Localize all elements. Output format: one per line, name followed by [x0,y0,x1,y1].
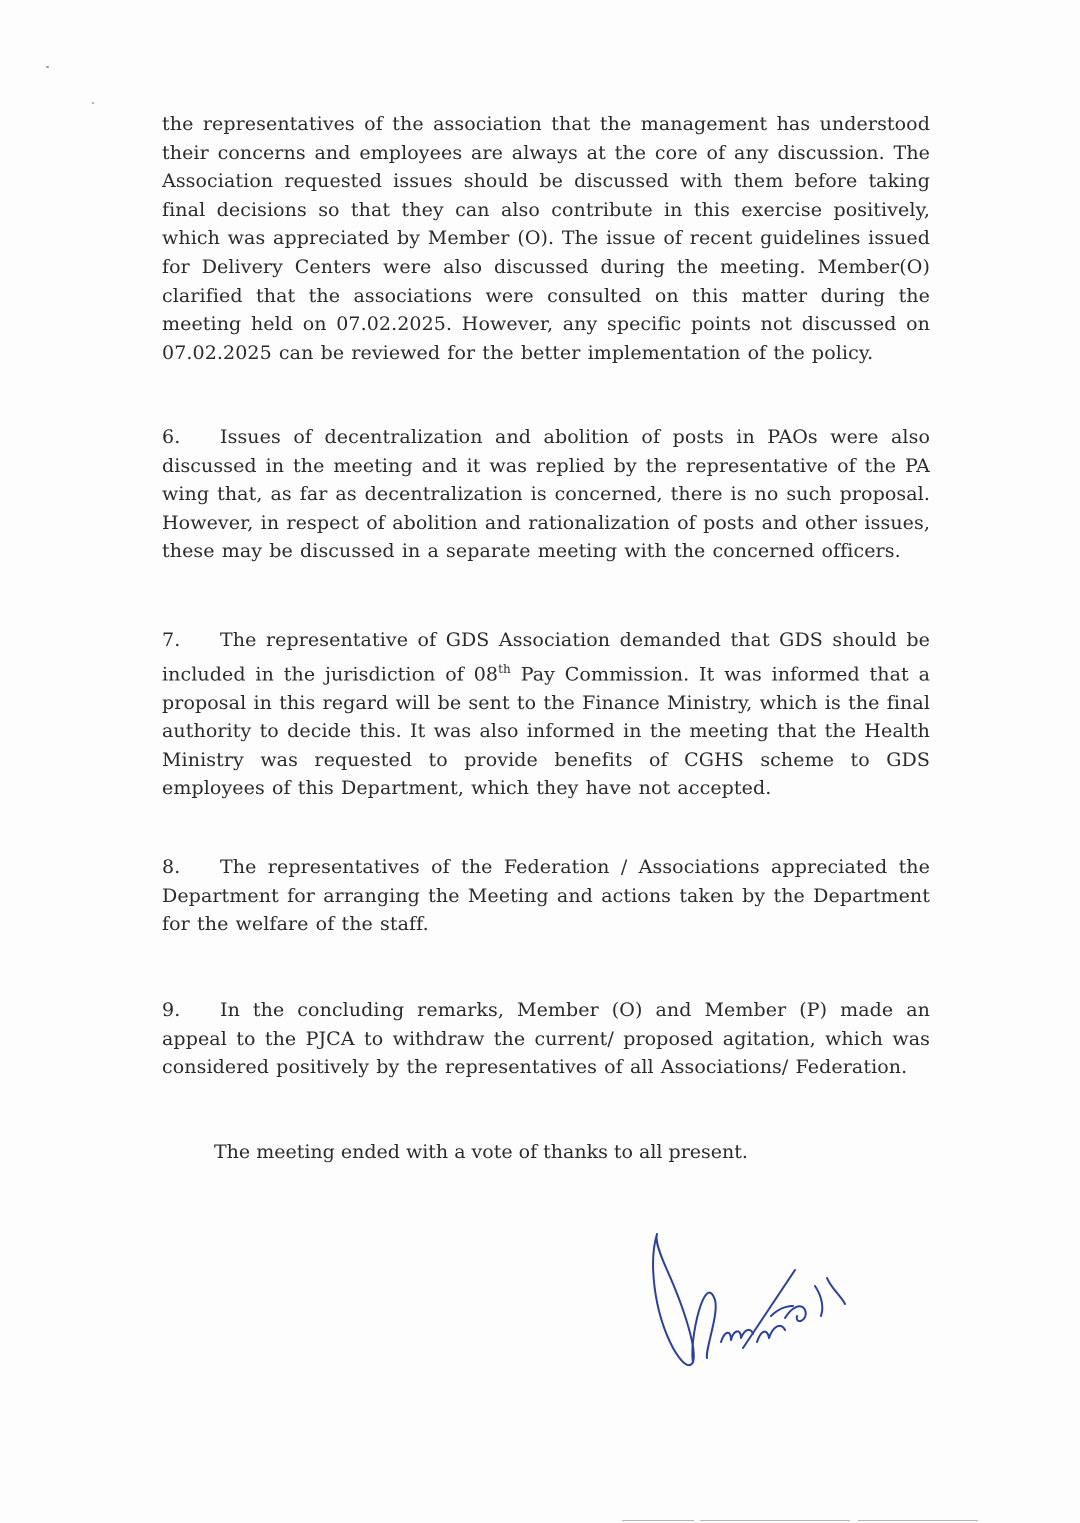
closing-line: The meeting ended with a vote of thanks to all present. [214,1141,748,1163]
footer-rule [700,1520,850,1521]
footer-rule [858,1520,978,1521]
ordinal-suffix: th [498,661,511,676]
paragraph-text: The representative of GDS Association demanded that GDS should be included in the jurisdiction of 08 [162,629,930,685]
paragraph-continuation: the representatives of the association that the management has understood their concerns and employees are always at the core of any discussion. The Association requested issues should be discussed with them before taking final decisions so that they can also contribute in this exercise positively, which was appreciated by Member (O). The issue of recent guidelines issued for Delivery Centers were also discussed during the meeting. Member(O) clarified that the associations were consulted on this matter during the meeting held on 07.02.2025. However, any specific points not discussed on 07.02.2025 can be reviewed for the better implementation of the policy. [162,113,930,364]
scan-speck [46,66,49,68]
paragraph-number: 8. [162,856,181,878]
paragraph-number: 9. [162,999,181,1021]
paragraph-6 [162,423,930,566]
paragraph-7 [162,626,930,803]
paragraph-number: 7. [162,629,181,651]
paragraph-text: The representatives of the Federation / Associations appreciated the Department for arranging the Meeting and actions taken by the Department for the welfare of the staff. [162,856,930,936]
scan-speck [92,102,94,104]
paragraph-9 [162,996,930,1082]
paragraph-number: 6. [162,426,181,448]
paragraph-text: In the concluding remarks, Member (O) and Member (P) made an appeal to the PJCA to withdraw the current/ proposed agitation, which was considered positively by the representatives of all Associations/ Federation. [162,999,930,1079]
handwritten-signature [645,1230,855,1380]
paragraph-8 [162,853,930,939]
footer-rule [622,1520,694,1521]
paragraph-text: Pay Commission. It was informed that a proposal in this regard will be sent to the Finance Ministry, which is the final authority to decide this. It was also informed in the meeting that the Health Ministry was requested to provide benefits of CGHS scheme to GDS employees of this Department, which they have not accepted. [162,662,930,800]
paragraph-text: Issues of decentralization and abolition of posts in PAOs were also discussed in the meeting and it was replied by the representative of the PA wing that, as far as decentralization is concerned, there is no such proposal. However, in respect of abolition and rationalization of posts and other issues, these may be discussed in a separate meeting with the concerned officers. [162,426,930,563]
